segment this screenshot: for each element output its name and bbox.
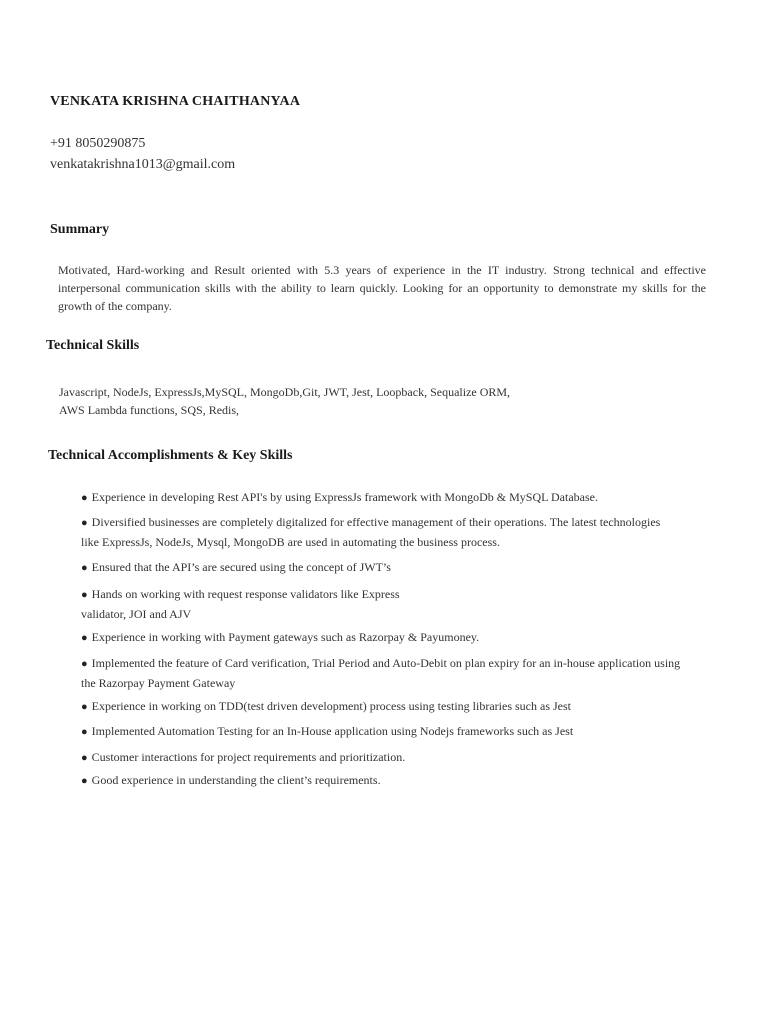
accomplishment-text: Customer interactions for project requirements and prioritization. [91, 750, 406, 764]
accomplishment-item [81, 771, 681, 791]
bullet-icon: ● [81, 775, 88, 787]
accomplishment-item [81, 628, 681, 648]
technical-skills-heading: Technical Skills [46, 338, 140, 353]
accomplishment-text: Experience in working on TDD(test driven development) process using testing libraries such as Jest [91, 699, 571, 713]
candidate-name: VENKATA KRISHNA CHAITHANYAA [50, 94, 301, 109]
bullet-icon: ● [81, 658, 88, 670]
accomplishment-text: Hands on working with request response validators like Express validator, JOI and AJV [81, 587, 400, 621]
summary-heading: Summary [50, 222, 110, 237]
accomplishment-text: Implemented the feature of Card verification, Trial Period and Auto-Debit on plan expiry for an in-house application using the Razorpay Payment Gateway [81, 656, 681, 690]
bullet-icon: ● [81, 589, 88, 601]
accomplishment-item [81, 585, 441, 624]
bullet-icon: ● [81, 726, 88, 738]
bullet-icon: ● [81, 562, 88, 574]
accomplishment-item [81, 748, 681, 768]
accomplishment-item [81, 513, 681, 552]
email-address: venkatakrishna1013@gmail.com [50, 157, 236, 172]
bullet-icon: ● [81, 701, 88, 713]
summary-text: Motivated, Hard-working and Result oriented with 5.3 years of experience in the IT industry. Strong technical and effective interpersonal communication skills with the ability to learn quickly. Looking for an opportunity to demonstrate my skills for the growth of the company. [58, 263, 706, 313]
accomplishment-text: Ensured that the API’s are secured using the concept of JWT’s [91, 560, 391, 574]
accomplishment-item [81, 697, 681, 717]
bullet-icon: ● [81, 517, 88, 529]
accomplishment-item [81, 722, 681, 742]
bullet-icon: ● [81, 492, 88, 504]
accomplishment-item [81, 558, 681, 578]
bullet-icon: ● [81, 752, 88, 764]
phone-number: +91 8050290875 [50, 136, 146, 151]
accomplishment-text: Good experience in understanding the client’s requirements. [91, 773, 381, 787]
accomplishment-text: Experience in working with Payment gateways such as Razorpay & Payumoney. [91, 630, 480, 644]
accomplishment-text: Diversified businesses are completely digitalized for effective management of their operations. The latest technologies like ExpressJs, NodeJs, Mysql, MongoDB are used in automating the business process. [81, 515, 661, 549]
accomplishment-text: Implemented Automation Testing for an In-House application using Nodejs frameworks such as Jest [91, 724, 574, 738]
bullet-icon: ● [81, 632, 88, 644]
accomplishment-item [81, 488, 681, 508]
accomplishments-heading: Technical Accomplishments & Key Skills [48, 448, 293, 463]
technical-skills-text: Javascript, NodeJs, ExpressJs,MySQL, MongoDb,Git, JWT, Jest, Loopback, Sequalize ORM, AWS Lambda functions, SQS, Redis, [59, 385, 511, 417]
accomplishment-item [81, 654, 681, 693]
accomplishment-text: Experience in developing Rest API's by using ExpressJs framework with MongoDb & MySQL Database. [91, 490, 598, 504]
